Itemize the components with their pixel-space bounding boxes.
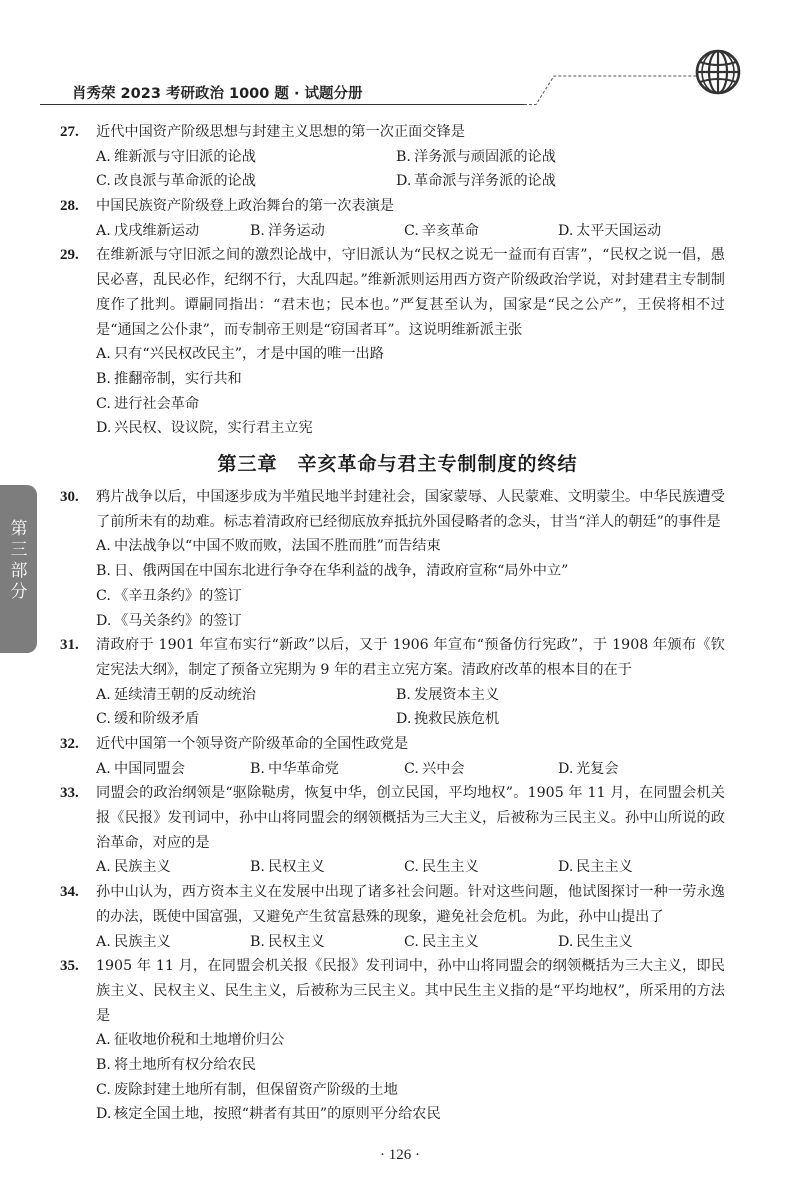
question-stem <box>60 243 725 342</box>
option-text: 只有“兴民权改民主”，才是中国的唯一出路 <box>114 346 384 363</box>
option-letter: B. <box>250 222 265 239</box>
question-text: 鸦片战争以后，中国逐步成为半殖民地半封建社会，国家蒙辱、人民蒙难、文明蒙尘。中华民族遭受了前所未有的劫难。标志着清政府已经彻底放弃抵抗外国侵略者的念头，甘当“洋人的朝廷”的事件是 <box>96 489 725 530</box>
option-text: 日、俄两国在中国东北进行争夺在华利益的战争，清政府宣称“局外中立” <box>114 563 569 580</box>
answer-option <box>96 346 384 362</box>
question-text: 孙中山认为，西方资本主义在发展中出现了诸多社会问题。针对这些问题，他试图探讨一种一劳永逸的办法，既使中国富强，又避免产生贫富悬殊的现象，避免社会危机。为此，孙中山提出了 <box>96 884 725 925</box>
question-stem <box>60 120 725 145</box>
answer-option <box>96 396 199 412</box>
option-letter: B. <box>96 1057 111 1074</box>
option-row <box>96 855 725 880</box>
option-row <box>96 219 725 244</box>
option-text: 民生主义 <box>422 859 479 876</box>
option-text: 延续清王朝的反动统治 <box>114 686 256 703</box>
header-title: 肖秀荣 2023 考研政治 1000 题 · 试题分册 <box>72 86 363 102</box>
option-letter: D. <box>396 173 412 190</box>
option-letter: B. <box>396 686 411 703</box>
option-group <box>60 219 725 244</box>
answer-option <box>96 757 250 782</box>
option-row <box>96 1102 725 1127</box>
option-group <box>60 757 725 782</box>
option-letter: D. <box>558 760 574 777</box>
option-text: 洋务运动 <box>268 222 325 239</box>
question-number: 32. <box>60 735 79 752</box>
option-text: 推翻帝制，实行共和 <box>114 370 242 387</box>
question-item <box>60 243 725 441</box>
answer-option <box>404 930 558 955</box>
question-text: 近代中国第一个领导资产阶级革命的全国性政党是 <box>96 735 409 752</box>
option-letter: B. <box>250 933 265 950</box>
option-letter: A. <box>96 148 111 165</box>
option-row <box>96 930 725 955</box>
option-text: 进行社会革命 <box>114 395 200 412</box>
option-group <box>60 342 725 441</box>
option-letter: D. <box>558 859 574 876</box>
section-side-tab <box>0 485 37 653</box>
question-text: 在维新派与守旧派之间的激烈论战中，守旧派认为“民权之说无一益而有百害”，“民权之说一倡，愚民必喜，乱民必作，纪纲不行，大乱四起。”维新派则运用西方资产阶级政治学说，对封建君主专制制度作了批判。谭嗣同指出：“君末也；民本也。”严复甚至认为，国家是“民之公产”，王侯将相不过是“通国之公仆隶”，而专制帝王则是“窃国者耳”。这说明维新派主张 <box>96 247 725 338</box>
question-number: 29. <box>60 247 79 264</box>
option-letter: D. <box>96 420 112 437</box>
question-text: 1905 年 11 月，在同盟会机关报《民报》发刊词中，孙中山将同盟会的纲领概括为三大主义，即民族主义、民权主义、民生主义，后被称为三民主义。其中民生主义指的是“平均地权”，所采用的方法是 <box>96 958 725 1024</box>
answer-option <box>96 1057 256 1073</box>
option-letter: D. <box>396 711 412 728</box>
option-row <box>96 1053 725 1078</box>
option-letter: B. <box>250 760 265 777</box>
option-letter: A. <box>96 222 111 239</box>
option-letter: A. <box>96 760 111 777</box>
option-row <box>96 367 725 392</box>
answer-option <box>96 563 568 579</box>
answer-option <box>96 420 313 436</box>
question-item <box>60 781 725 880</box>
option-letter: D. <box>96 1106 112 1123</box>
option-row <box>96 1078 725 1103</box>
option-text: 民生主义 <box>576 933 633 950</box>
answer-option <box>558 219 712 244</box>
answer-option <box>396 169 696 194</box>
option-row <box>96 169 725 194</box>
answer-option <box>250 930 404 955</box>
question-text: 同盟会的政治纲领是“驱除鞑虏，恢复中华，创立民国，平均地权”。1905 年 11 月，在同盟会机关报《民报》发刊词中，孙中山将同盟会的纲领概括为三大主义，后被称为三民主义。孙中山所说的政治革命，对应的是 <box>96 785 725 851</box>
answer-option <box>96 613 242 629</box>
option-row <box>96 416 725 441</box>
option-letter: C. <box>96 711 111 728</box>
option-text: 《辛丑条约》的签订 <box>114 587 242 604</box>
option-row <box>96 559 725 584</box>
answer-option <box>558 930 712 955</box>
option-text: 中国同盟会 <box>114 760 185 777</box>
answer-option <box>396 707 696 732</box>
option-text: 兴民权、设议院，实行君主立宪 <box>114 420 313 437</box>
option-text: 太平天国运动 <box>576 222 662 239</box>
option-text: 民族主义 <box>114 859 171 876</box>
question-item <box>60 633 725 732</box>
option-row <box>96 1028 725 1053</box>
answer-option <box>96 1032 284 1048</box>
question-stem <box>60 880 725 929</box>
option-text: 兴中会 <box>422 760 465 777</box>
option-group <box>60 145 725 194</box>
answer-option <box>404 757 558 782</box>
answer-option <box>96 855 250 880</box>
option-letter: D. <box>96 612 112 629</box>
option-text: 废除封建土地所有制，但保留资产阶级的土地 <box>114 1081 398 1098</box>
option-letter: C. <box>404 859 419 876</box>
option-row <box>96 534 725 559</box>
question-item <box>60 485 725 633</box>
question-text: 清政府于 1901 年宣布实行“新政”以后，又于 1906 年宣布“预备仿行宪政”，于 1908 年颁布《钦定宪法大纲》，制定了预备立宪期为 9 年的君主立宪方案。清政府改革的根本目的在于 <box>96 637 725 678</box>
header-dashed-line <box>524 74 714 105</box>
option-text: 民族主义 <box>114 933 171 950</box>
running-header <box>40 74 740 104</box>
answer-option <box>396 683 696 708</box>
option-text: 核定全国土地，按照“耕者有其田”的原则平分给农民 <box>114 1106 441 1123</box>
question-item <box>60 954 725 1127</box>
question-stem <box>60 194 725 219</box>
option-text: 民主主义 <box>422 933 479 950</box>
option-text: 缓和阶级矛盾 <box>114 711 200 728</box>
option-letter: A. <box>96 538 111 555</box>
question-number: 35. <box>60 958 79 975</box>
option-text: 光复会 <box>576 760 619 777</box>
answer-option <box>558 757 712 782</box>
option-text: 《马关条约》的签订 <box>114 612 242 629</box>
option-group <box>60 534 725 633</box>
answer-option <box>96 1082 398 1098</box>
option-letter: C. <box>96 1081 111 1098</box>
question-stem <box>60 954 725 1028</box>
option-letter: C. <box>404 222 419 239</box>
option-text: 发展资本主义 <box>414 686 500 703</box>
answer-option <box>96 538 441 554</box>
option-row <box>96 757 725 782</box>
option-letter: A. <box>96 1032 111 1049</box>
answer-option <box>250 757 404 782</box>
question-stem <box>60 633 725 682</box>
option-row <box>96 392 725 417</box>
option-letter: B. <box>96 370 111 387</box>
option-letter: B. <box>396 148 411 165</box>
option-row <box>96 342 725 367</box>
answer-option <box>250 855 404 880</box>
option-letter: C. <box>96 395 111 412</box>
option-text: 民主主义 <box>576 859 633 876</box>
question-stem <box>60 781 725 855</box>
answer-option <box>96 371 242 387</box>
section-side-tab-label: 第 三 部 分 <box>10 519 28 602</box>
question-list <box>60 120 725 1127</box>
option-text: 中华革命党 <box>268 760 339 777</box>
option-text: 中法战争以“中国不败而败，法国不胜而胜”而告结束 <box>114 538 441 555</box>
option-letter: C. <box>404 933 419 950</box>
answer-option <box>96 683 396 708</box>
option-row <box>96 707 725 732</box>
option-row <box>96 584 725 609</box>
answer-option <box>404 855 558 880</box>
question-text: 近代中国资产阶级思想与封建主义思想的第一次正面交锋是 <box>96 124 465 140</box>
option-letter: A. <box>96 859 111 876</box>
question-stem <box>60 732 725 757</box>
option-letter: B. <box>96 563 111 580</box>
answer-option <box>404 219 558 244</box>
question-item <box>60 120 725 194</box>
option-text: 挽救民族危机 <box>414 711 500 728</box>
header-rule <box>40 104 525 105</box>
option-letter: C. <box>96 587 111 604</box>
question-text: 中国民族资产阶级登上政治舞台的第一次表演是 <box>96 198 394 215</box>
page-number: · 126 · <box>380 1147 420 1163</box>
option-row <box>96 145 725 170</box>
option-letter: A. <box>96 346 111 363</box>
option-text: 民权主义 <box>268 859 325 876</box>
answer-option <box>558 855 712 880</box>
question-item <box>60 732 725 781</box>
option-group <box>60 855 725 880</box>
answer-option <box>96 707 396 732</box>
question-item <box>60 880 725 954</box>
option-group <box>60 930 725 955</box>
answer-option <box>250 219 404 244</box>
questions-before-chapter <box>60 120 725 441</box>
option-letter: D. <box>558 222 574 239</box>
option-group <box>60 1028 725 1127</box>
answer-option <box>96 588 242 604</box>
option-text: 维新派与守旧派的论战 <box>114 148 256 165</box>
option-letter: C. <box>404 760 419 777</box>
questions-after-chapter <box>60 485 725 1127</box>
option-row <box>96 683 725 708</box>
question-item <box>60 194 725 243</box>
answer-option <box>396 145 696 170</box>
answer-option <box>96 145 396 170</box>
question-number: 34. <box>60 884 79 901</box>
option-letter: C. <box>96 173 111 190</box>
question-number: 33. <box>60 785 79 802</box>
answer-option <box>96 219 250 244</box>
option-text: 洋务派与顽固派的论战 <box>414 148 556 165</box>
option-letter: B. <box>250 859 265 876</box>
chapter-heading: 第三章 辛亥革命与君主专制制度的终结 <box>217 453 578 476</box>
answer-option <box>96 930 250 955</box>
question-number: 27. <box>60 124 79 140</box>
question-number: 31. <box>60 637 79 654</box>
option-text: 民权主义 <box>268 933 325 950</box>
option-text: 改良派与革命派的论战 <box>114 173 256 190</box>
option-text: 辛亥革命 <box>422 222 479 239</box>
globe-icon <box>694 48 742 96</box>
option-letter: A. <box>96 933 111 950</box>
option-row <box>96 609 725 634</box>
option-letter: D. <box>558 933 574 950</box>
option-text: 将土地所有权分给农民 <box>114 1057 256 1074</box>
option-letter: A. <box>96 686 111 703</box>
answer-option <box>96 1106 441 1122</box>
option-group <box>60 683 725 732</box>
answer-option <box>96 169 396 194</box>
option-text: 革命派与洋务派的论战 <box>414 173 556 190</box>
question-number: 30. <box>60 489 79 506</box>
question-stem <box>60 485 725 534</box>
option-text: 戊戌维新运动 <box>114 222 200 239</box>
option-text: 征收地价税和土地增价归公 <box>114 1032 285 1049</box>
question-number: 28. <box>60 198 79 215</box>
